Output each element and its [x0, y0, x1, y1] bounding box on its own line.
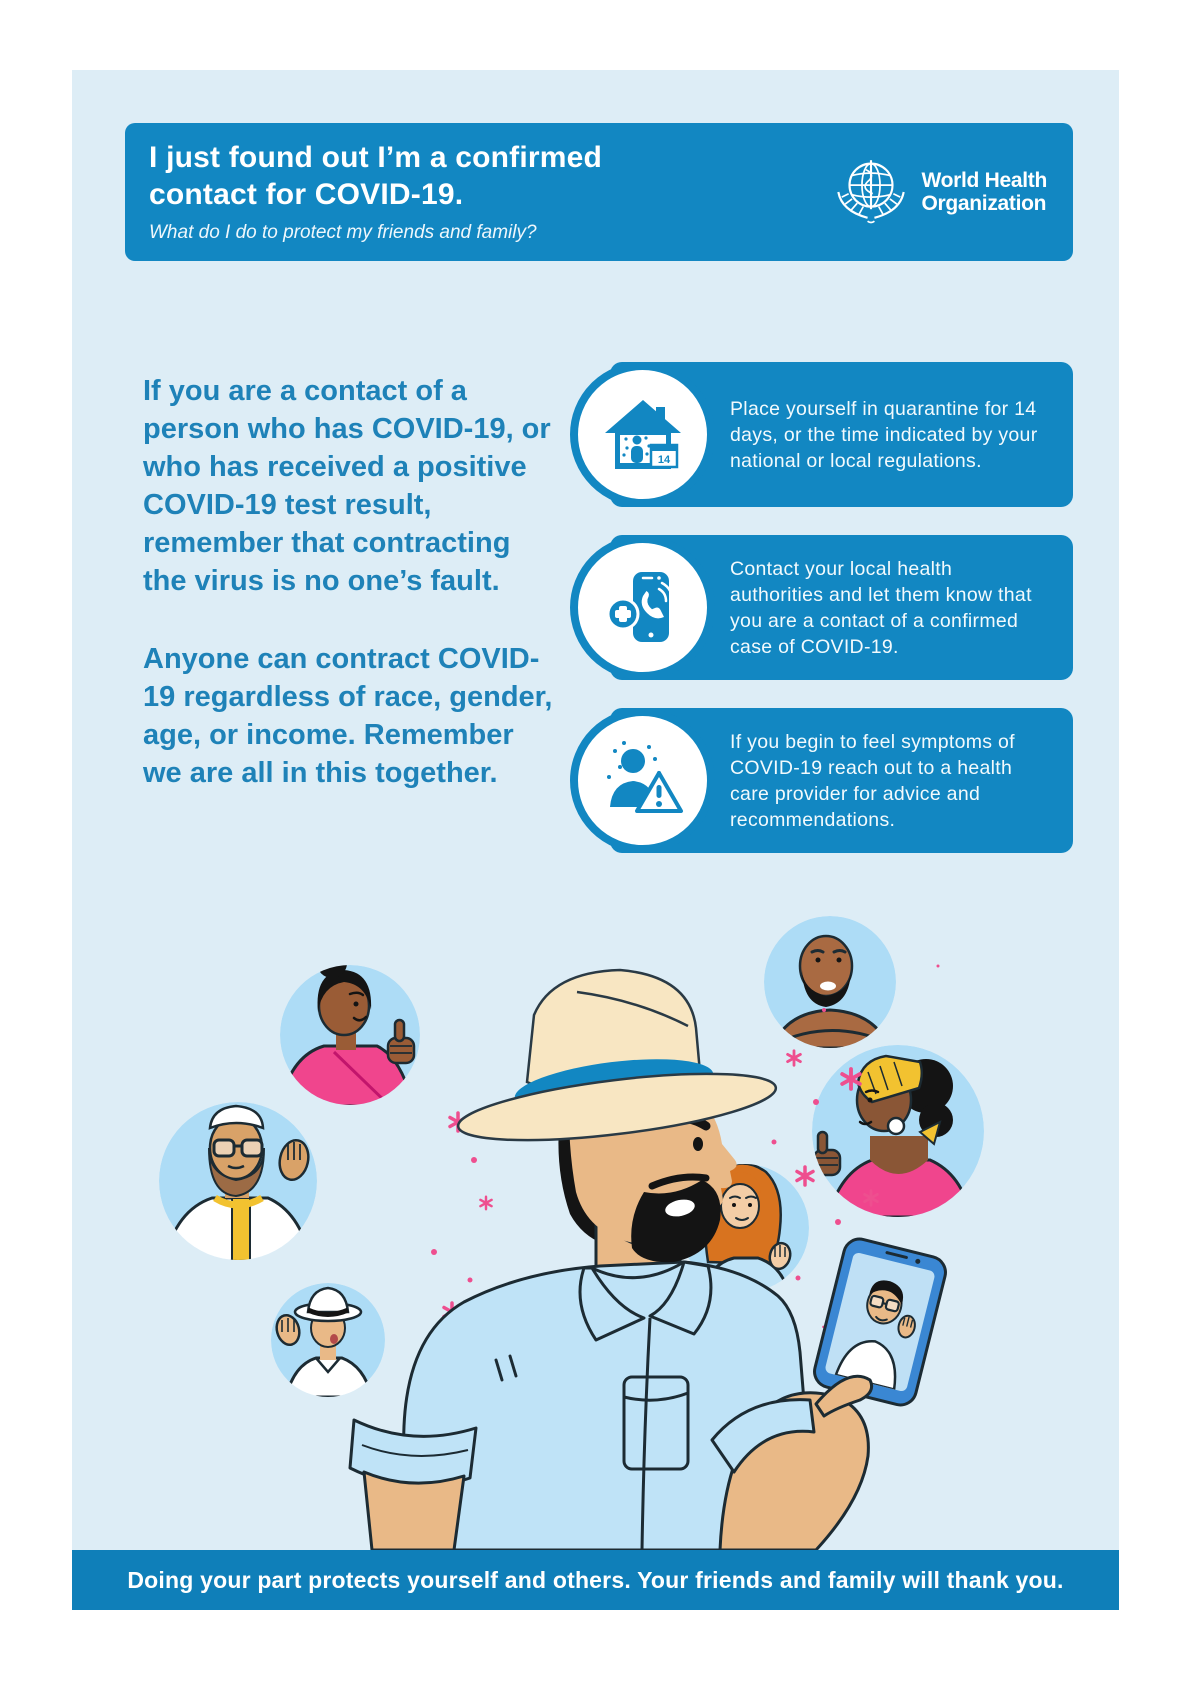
intro-paragraph-1: If you are a contact of a person who has COVID-19, or who has received a positive COVID-19 test result, remember that contracting the virus is no one’s fault.	[143, 375, 551, 597]
card-text-quarantine: Place yourself in quarantine for 14 days, or the time indicated by your national or local regulations.	[730, 397, 1038, 472]
card-text-symptoms: If you begin to feel symptoms of COVID-19 reach out to a health care provider for advice and recommendations.	[730, 730, 1015, 831]
smartphone-video-call	[811, 1236, 949, 1409]
page-title	[149, 139, 602, 213]
phone-health-icon	[593, 558, 693, 658]
footer-bar	[72, 1550, 1119, 1610]
advice-card-contact-authorities	[570, 535, 1073, 680]
who-logo-text-line2: Organization	[921, 192, 1047, 215]
who-logo-text-line1: World Health	[921, 169, 1047, 192]
symptoms-warning-icon	[593, 731, 693, 831]
who-logo-text	[921, 169, 1047, 215]
avatar-person-fedora-waving	[271, 1283, 385, 1397]
illustration	[72, 860, 1119, 1550]
advice-card-symptoms	[570, 708, 1073, 853]
icon-circle-quarantine	[570, 362, 715, 507]
avatar-woman-sari	[280, 948, 420, 1106]
header-banner	[125, 123, 1073, 261]
avatar-older-man-waving	[159, 1102, 317, 1261]
intro-paragraph-2: Anyone can contract COVID-19 regardless of race, gender, age, or income. Remember we are all in this together.	[143, 643, 553, 789]
icon-circle-symptoms	[570, 708, 715, 853]
avatar-woman-headwrap	[812, 1045, 984, 1217]
header-titles	[149, 139, 602, 244]
icon-circle-contact	[570, 535, 715, 680]
card-text-contact: Contact your local health authorities and let them know that you are a contact of a confirmed case of COVID-19.	[730, 557, 1032, 658]
poster-panel	[72, 70, 1119, 1610]
page-title-line1: I just found out I’m a confirmed	[149, 141, 603, 174]
who-emblem-icon	[828, 149, 914, 235]
who-logo	[828, 149, 1047, 235]
page-title-line2: contact for COVID-19.	[149, 178, 464, 211]
avatar-bald-man	[764, 916, 896, 1048]
calendar-day-label: 14	[657, 453, 670, 466]
advice-card-quarantine	[570, 362, 1073, 507]
footer-text: Doing your part protects yourself and others. Your friends and family will thank you.	[127, 1566, 1064, 1593]
intro-text	[143, 372, 557, 832]
quarantine-house-icon	[593, 385, 693, 485]
page-subtitle: What do I do to protect my friends and family?	[149, 222, 537, 243]
